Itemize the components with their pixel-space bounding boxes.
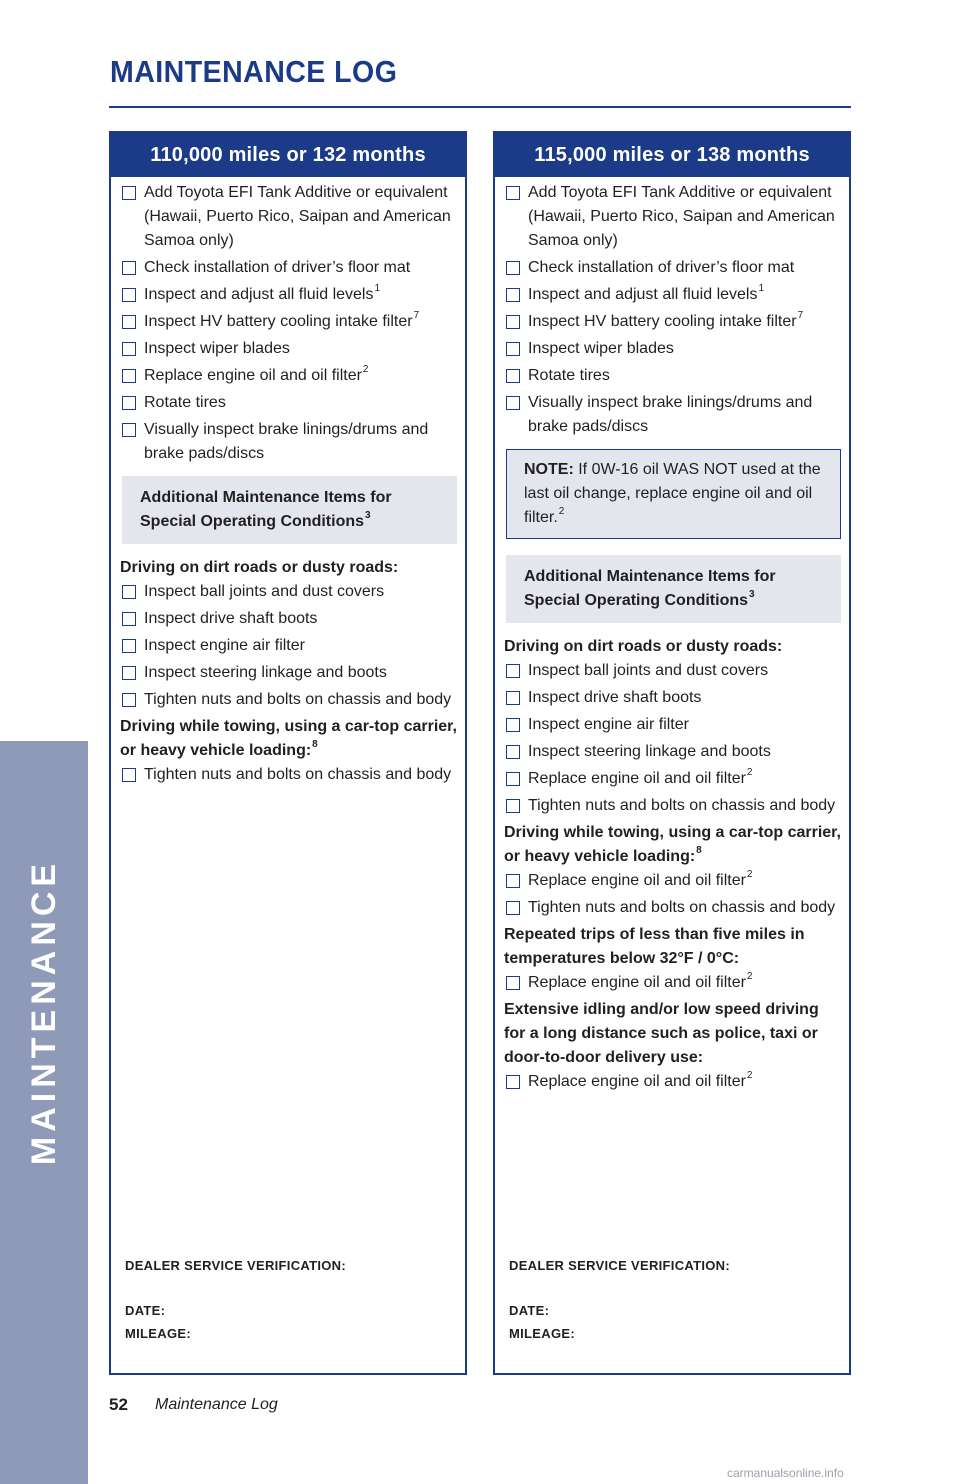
footnote-ref: 2	[746, 1069, 753, 1081]
checkbox[interactable]	[506, 799, 520, 813]
footnote-ref: 2	[746, 970, 753, 982]
condition-checklist	[120, 763, 457, 787]
checklist-item-text: Tighten nuts and bolts on chassis and body	[528, 797, 836, 814]
condition-checklist	[120, 580, 457, 712]
service-checklist	[504, 177, 841, 439]
dealer-service-verification-label: DEALER SERVICE VERIFICATION:	[125, 1258, 346, 1273]
checkbox[interactable]	[506, 396, 520, 410]
checklist-item	[504, 310, 841, 334]
checklist-item	[120, 310, 457, 334]
condition-heading: Driving on dirt roads or dusty roads:	[504, 638, 783, 655]
checklist-item-text: Inspect drive shaft boots	[528, 689, 702, 706]
interval-column-115000	[493, 131, 851, 1375]
checkbox[interactable]	[122, 342, 136, 356]
note-label: NOTE:	[524, 461, 574, 478]
checklist-item-text: Replace engine oil and oil filter	[528, 770, 746, 787]
checklist-item	[504, 391, 841, 439]
condition-heading: Extensive idling and/or low speed driving for a long distance such as police, taxi or door-to-door delivery use:	[504, 1001, 819, 1066]
special-conditions-title: Additional Maintenance Items for Special Operating Conditions$^3$	[122, 476, 457, 544]
checklist-item	[504, 686, 841, 710]
checklist-item	[504, 364, 841, 388]
footnote-ref: 2	[746, 766, 753, 778]
checklist-item-text: Inspect drive shaft boots	[144, 610, 318, 627]
conditions-list	[504, 635, 841, 1094]
checkbox[interactable]	[122, 639, 136, 653]
interval-column-110000	[109, 131, 467, 1375]
condition-heading: Repeated trips of less than five miles in temperatures below 32°F / 0°C:	[504, 926, 805, 967]
checkbox[interactable]	[506, 772, 520, 786]
title-divider	[109, 106, 851, 108]
checkbox[interactable]	[506, 745, 520, 759]
condition-heading: Driving while towing, using a car-top carrier, or heavy vehicle loading:$^8$	[504, 824, 841, 865]
checklist-item	[504, 740, 841, 764]
checklist-item-text: Add Toyota EFI Tank Additive or equivalent (Hawaii, Puerto Rico, Saipan and American Samoa only)	[528, 184, 835, 249]
checklist-item-text: Inspect ball joints and dust covers	[528, 662, 769, 679]
checkbox[interactable]	[506, 976, 520, 990]
checklist-item	[504, 337, 841, 361]
checklist-item	[120, 580, 457, 604]
checklist-item-text: Replace engine oil and oil filter	[144, 367, 362, 384]
checklist-item-text: Inspect and adjust all fluid levels	[144, 286, 374, 303]
footnote-ref: 2	[746, 868, 753, 880]
footnote-ref: 1	[758, 282, 765, 294]
checkbox[interactable]	[122, 585, 136, 599]
checklist-item	[120, 661, 457, 685]
footnote-ref: 8	[696, 844, 702, 856]
checkbox[interactable]	[122, 396, 136, 410]
checklist-item-text: Tighten nuts and bolts on chassis and body	[144, 691, 452, 708]
dealer-service-verification-label: DEALER SERVICE VERIFICATION:	[509, 1258, 730, 1273]
checkbox[interactable]	[122, 261, 136, 275]
condition-checklist	[504, 659, 841, 818]
checkbox[interactable]	[506, 186, 520, 200]
interval-header: 110,000 miles or 132 months	[111, 133, 465, 177]
checklist-item	[504, 896, 841, 920]
checkbox[interactable]	[122, 315, 136, 329]
checklist-item-text: Rotate tires	[144, 394, 226, 411]
checklist-item	[504, 1070, 841, 1094]
checklist-item-text: Tighten nuts and bolts on chassis and body	[144, 766, 452, 783]
checklist-item	[120, 418, 457, 466]
checkbox[interactable]	[122, 612, 136, 626]
checklist-item-text: Replace engine oil and oil filter	[528, 872, 746, 889]
checkbox[interactable]	[506, 664, 520, 678]
checklist-item	[504, 283, 841, 307]
checklist-item-text: Inspect steering linkage and boots	[144, 664, 387, 681]
date-label: DATE:	[509, 1303, 550, 1318]
watermark: carmanualsonline.info	[727, 1466, 844, 1480]
checklist-item	[120, 634, 457, 658]
checklist-item-text: Tighten nuts and bolts on chassis and body	[528, 899, 836, 916]
checkbox[interactable]	[506, 718, 520, 732]
checklist-item	[120, 688, 457, 712]
checklist-item	[120, 283, 457, 307]
checklist-item-text: Replace engine oil and oil filter	[528, 974, 746, 991]
mileage-label: MILEAGE:	[509, 1326, 575, 1341]
checklist-item-text: Check installation of driver’s floor mat	[144, 259, 411, 276]
footer-section-title: Maintenance Log	[155, 1396, 278, 1413]
checklist-item	[120, 337, 457, 361]
checklist-item-text: Inspect HV battery cooling intake filter	[528, 313, 797, 330]
checklist-item-text: Inspect steering linkage and boots	[528, 743, 771, 760]
checklist-item-text: Rotate tires	[528, 367, 610, 384]
checklist-item-text: Inspect wiper blades	[144, 340, 290, 357]
checklist-item-text: Inspect engine air filter	[144, 637, 305, 654]
conditions-list	[120, 556, 457, 787]
condition-checklist	[504, 1070, 841, 1094]
checkbox[interactable]	[506, 288, 520, 302]
checklist-item-text: Inspect and adjust all fluid levels	[528, 286, 758, 303]
checklist-item	[120, 256, 457, 280]
checkbox[interactable]	[122, 288, 136, 302]
checklist-item	[504, 869, 841, 893]
checkbox[interactable]	[122, 423, 136, 437]
side-tab-label: MAINTENANCE	[25, 858, 63, 1166]
checklist-item-text: Inspect engine air filter	[528, 716, 689, 733]
checklist-item-text: Visually inspect brake linings/drums and brake pads/discs	[528, 394, 813, 435]
note-text: If 0W-16 oil WAS NOT used at the last oil change, replace engine oil and oil filter.	[524, 461, 821, 526]
footnote-ref: 7	[797, 309, 804, 321]
checkbox[interactable]	[506, 1075, 520, 1089]
footnote-ref: 8	[312, 738, 318, 750]
footnote-ref: 1	[374, 282, 381, 294]
checklist-item	[120, 391, 457, 415]
checkbox[interactable]	[122, 693, 136, 707]
checklist-item	[120, 364, 457, 388]
condition-checklist	[504, 971, 841, 995]
checkbox[interactable]	[506, 315, 520, 329]
checklist-item	[504, 256, 841, 280]
checklist-item	[120, 607, 457, 631]
checklist-item-text: Add Toyota EFI Tank Additive or equivalent (Hawaii, Puerto Rico, Saipan and American Samoa only)	[144, 184, 451, 249]
checklist-item	[120, 763, 457, 787]
checkbox[interactable]	[506, 369, 520, 383]
condition-checklist	[504, 869, 841, 920]
page-number: 52	[109, 1395, 128, 1414]
checklist-item	[504, 659, 841, 683]
interval-header: 115,000 miles or 138 months	[495, 133, 849, 177]
checklist-item	[504, 794, 841, 818]
date-label: DATE:	[125, 1303, 166, 1318]
checkbox[interactable]	[506, 874, 520, 888]
checklist-item	[504, 713, 841, 737]
checklist-item	[504, 971, 841, 995]
service-checklist	[120, 177, 457, 466]
checkbox[interactable]	[122, 768, 136, 782]
checklist-item-text: Inspect HV battery cooling intake filter	[144, 313, 413, 330]
checkbox[interactable]	[506, 342, 520, 356]
checklist-item-text: Inspect wiper blades	[528, 340, 674, 357]
condition-heading: Driving on dirt roads or dusty roads:	[120, 559, 399, 576]
footnote-ref: 7	[413, 309, 420, 321]
checkbox[interactable]	[122, 186, 136, 200]
checkbox[interactable]	[506, 901, 520, 915]
oil-note: NOTE: If 0W-16 oil WAS NOT used at the last oil change, replace engine oil and oil filter.$^2$	[506, 449, 841, 539]
checkbox[interactable]	[506, 261, 520, 275]
mileage-label: MILEAGE:	[125, 1326, 191, 1341]
checkbox[interactable]	[122, 369, 136, 383]
checklist-item	[120, 181, 457, 253]
condition-heading: Driving while towing, using a car-top carrier, or heavy vehicle loading:$^8$	[120, 718, 457, 759]
checklist-item-text: Check installation of driver’s floor mat	[528, 259, 795, 276]
checklist-item	[504, 181, 841, 253]
checklist-item-text: Visually inspect brake linings/drums and brake pads/discs	[144, 421, 429, 462]
footnote-ref: 2	[362, 363, 369, 375]
page-title: MAINTENANCE LOG	[110, 54, 398, 89]
checklist-item	[504, 767, 841, 791]
checklist-item-text: Inspect ball joints and dust covers	[144, 583, 385, 600]
checkbox[interactable]	[122, 666, 136, 680]
special-conditions-title: Additional Maintenance Items for Special Operating Conditions$^3$	[506, 555, 841, 623]
checkbox[interactable]	[506, 691, 520, 705]
checklist-item-text: Replace engine oil and oil filter	[528, 1073, 746, 1090]
